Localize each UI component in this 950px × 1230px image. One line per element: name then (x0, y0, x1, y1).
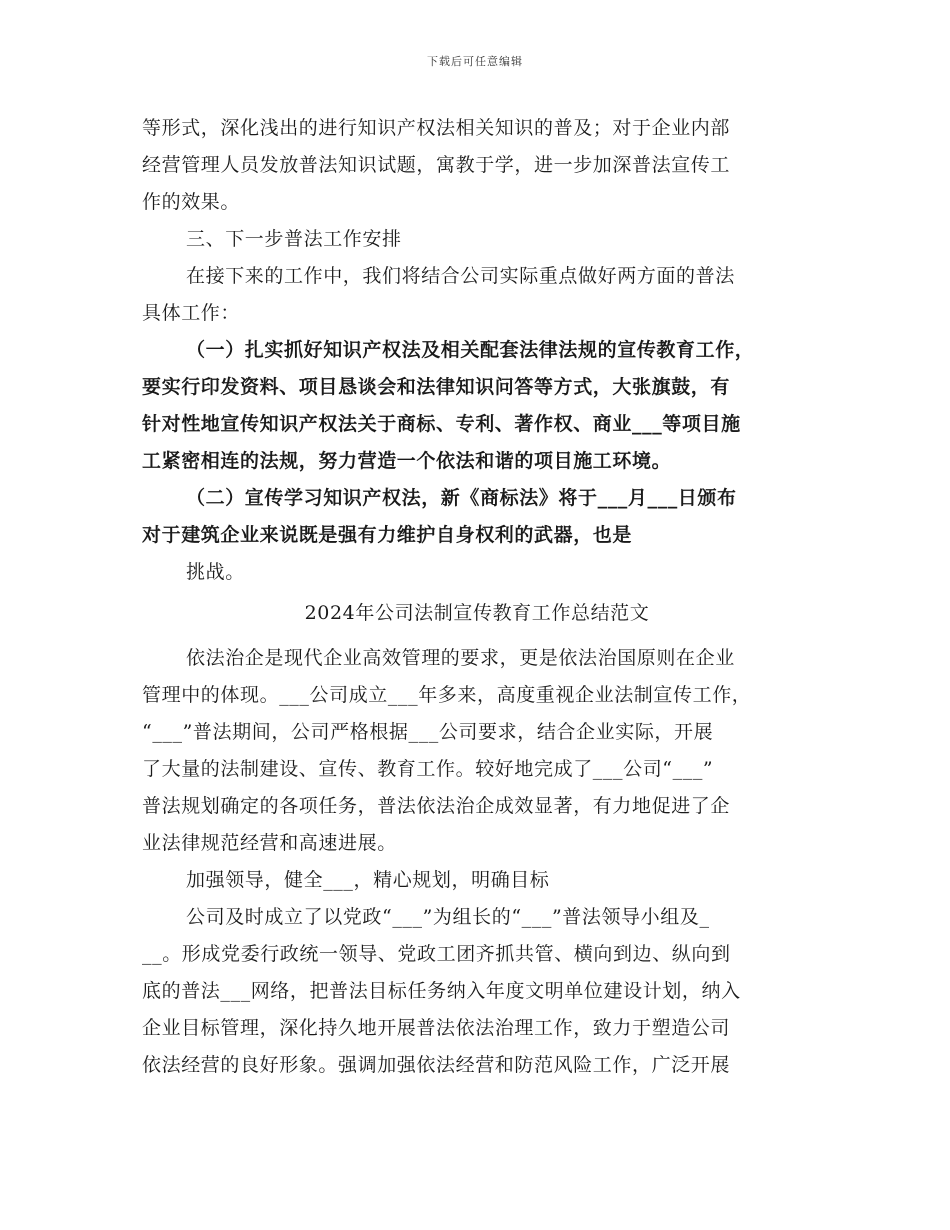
text-line: 普法规划确定的各项任务，普法依法治企成效显著，有力地促进了企 (142, 795, 731, 817)
document-body (142, 110, 812, 1084)
text-line: 了大量的法制建设、宣传、教育工作。较好地完成了___公司“___” (142, 758, 714, 780)
text-line: （二）宣传学习知识产权法，新《商标法》将于___月___日颁布 (186, 487, 737, 509)
paragraph-leading-group (142, 899, 812, 1084)
text-line-challenge: 挑战。 (186, 561, 245, 583)
page-header: 下载后可任意编辑 (427, 55, 523, 68)
text-line: 公司及时成立了以党政“___”为组长的“___”普法领导小组及_ (186, 906, 710, 928)
text-line: 业法律规范经营和高速进展。 (142, 832, 397, 854)
text-line: 针对性地宣传知识产权法关于商标、专利、著作权、商业___等项目施 (142, 413, 741, 435)
text-line: 在接下来的工作中，我们将结合公司实际重点做好两方面的普法 (186, 265, 735, 287)
text-line: （一）扎实抓好知识产权法及相关配套法律法规的宣传教育工作， (186, 339, 755, 361)
text-line: 对于建筑企业来说既是强有力维护自身权利的武器，也是 (142, 524, 633, 546)
text-line: 企业目标管理，深化持久地开展普法依法治理工作，致力于塑造公司 (142, 1017, 731, 1039)
paragraph-knowledge-popularization (142, 110, 812, 221)
text-line: 等形式，深化浅出的进行知识产权法相关知识的普及；对于企业内部 (142, 117, 731, 139)
document-title: 2024年公司法制宣传教育工作总结范文 (304, 602, 650, 624)
paragraph-item-one (142, 332, 812, 480)
text-line: 经营管理人员发放普法知识试题，寓教于学，进一步加深普法宣传工 (142, 154, 731, 176)
text-line: “___”普法期间，公司严格根据___公司要求，结合企业实际，开展 (142, 721, 714, 743)
text-line: 具体工作： (142, 302, 241, 324)
text-line: 管理中的体现。___公司成立___年多来，高度重视企业法制宣传工作， (142, 684, 752, 706)
text-line: 依法治企是现代企业高效管理的要求，更是依法治国原则在企业 (186, 647, 735, 669)
text-line: 工紧密相连的法规，努力营造一个依法和谐的项目施工环境。 (142, 450, 672, 472)
subheading-leadership: 加强领导，健全___，精心规划，明确目标 (186, 869, 550, 891)
paragraph-item-two (142, 480, 812, 554)
text-line: 依法经营的良好形象。强调加强依法经营和防范风险工作，广泛开展 (142, 1054, 731, 1076)
paragraph-rule-of-law (142, 640, 812, 862)
text-line: 作的效果。 (142, 191, 241, 213)
section-heading-next-steps: 三、下一步普法工作安排 (186, 228, 402, 250)
text-line: 要实行印发资料、项目恳谈会和法律知识问答等方式，大张旗鼓，有 (142, 376, 731, 398)
text-line: __。形成党委行政统一领导、党政工团齐抓共管、横向到边、纵向到 (142, 943, 731, 965)
paragraph-intro (142, 258, 812, 332)
text-line: 底的普法___网络，把普法目标任务纳入年度文明单位建设计划，纳入 (142, 980, 741, 1002)
